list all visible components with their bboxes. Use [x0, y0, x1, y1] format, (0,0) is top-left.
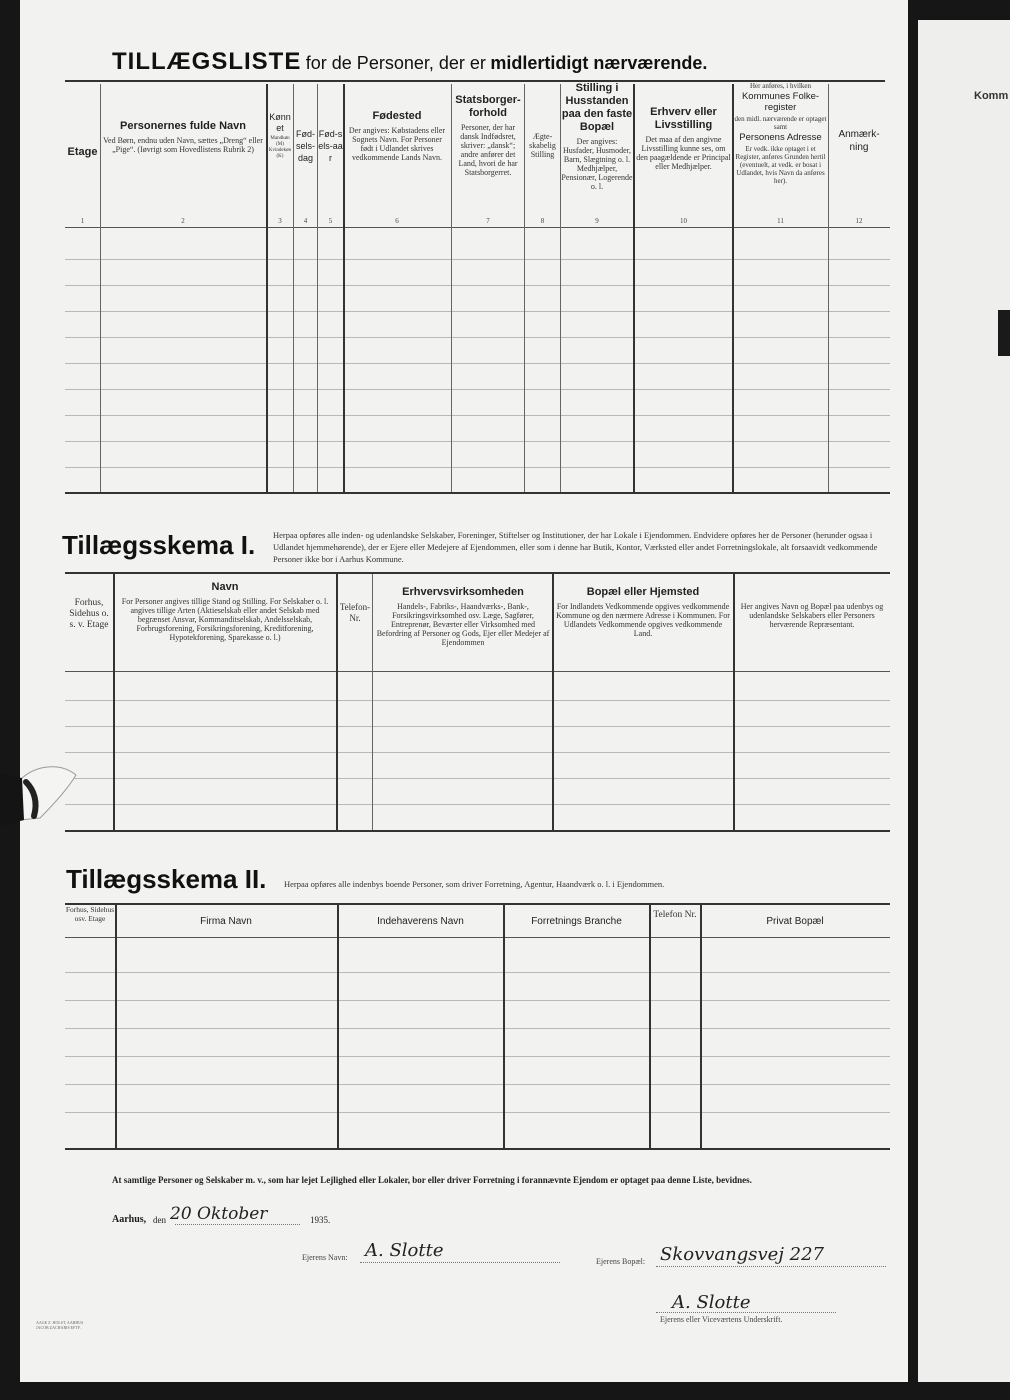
printer-imprint: AAGE Z. HOLST, AARHUS JACOB ZACHARIS EFTF. — [36, 1320, 84, 1330]
footer-statement: At samtlige Personer og Selskaber m. v., som har lejet Lejlighed eller Lokaler, bor eller driver Forretning i forannævnte Ejendom er optaget paa denne Liste, bevidnes. — [112, 1175, 752, 1185]
skema1-bottom-line — [65, 830, 890, 832]
skema1-col-business: Erhvervsvirksomheden Handels-, Fabriks-, Haandværks-, Bank-, Forsikringsvirksomhed osv. Læge, Sagfører, Entreprenør, Beværter eller Virksomhed med Befordring af Personer og Gods, Ejer eller Medejer af Ejendommen — [376, 586, 550, 647]
footer-city: Aarhus, — [112, 1214, 147, 1225]
owner-address-label: Ejerens Bopæl: — [596, 1257, 646, 1266]
date-handwritten: 20 Oktober — [170, 1204, 268, 1224]
table1-header-line — [65, 227, 890, 228]
skema1-col-phone: Telefon-Nr. — [339, 602, 371, 623]
skema2-col-branch: Forretnings Branche — [531, 916, 622, 927]
owner-address-handwritten: Skovvangsvej 227 — [660, 1244, 824, 1265]
main-title: TILLÆGSLISTE for de Personer, der er midlertidigt nærværende. — [112, 48, 708, 75]
col-header-citizenship: Statsborger-forhold Personer, der har dansk Indfødsret, skriver: „dansk“; andre anfører det Land, hvori de har Statsborgerret. — [455, 94, 521, 177]
skema2-col-phone: Telefon Nr. — [653, 910, 697, 920]
skema2-col-firm: Firma Navn — [200, 916, 252, 927]
skema2-intro: Herpaa opføres alle indenbys boende Personer, som driver Forretning, Agentur, Haandværk o. l. i Ejendommen. — [284, 879, 665, 889]
form-page: TILLÆGSLISTE for de Personer, der er midlertidigt nærværende. Etage Personernes fulde Navn Ved Børn, endnu uden Navn, sættes „Dreng“ eller „Pige“. (Iøvrigt som Hovedlistens Rubrik 2) Kønnet Mandkøn (M) Kvindekøn (K) Fød-sels-dag Fød-sels-aar Fødested Der angives: Købstadens eller Sognets Navn. For Personer født i Udlandet skrives vedkommende Lands Navn. Statsborger-forhold Personer, der har dansk Indfødsret, skriver: „dansk“; andre anfører det Land, hvori de har Statsborgerret. Ægte-skabelig Stilling Stilling i Husstanden paa den faste Bopæl Der angives: Husfader, Husmoder, Barn, Slægtning o. l. Medhjælper, Pensionær, Logerende o. l. Erhverv eller Livsstilling Det maa af den angivne Livsstilling kunne ses, om den paagældende er Principal eller Medhjælper. Her anføres, i hvilken Kommunes Folke-register den midl. nærværende er optaget samt Personens Adresse Er vedk. ikke optaget i et Register, anføres Grunden hertil (eventuelt, at vedk. er bosat i Udlandet, hvis Navn da anføres her). Anmærk-ning 1 2 3 4 5 6 7 8 9 10 11 12 Tillægsskema I. Herpaa opføres alle inden- og udenlandske Selskaber, Foreninger, Stiftelser og Institutioner, der har Lokale i Ejendommen. Endvidere opføres her de Personer (herunder ogsaa i Udlandet hjemmehørende), der er Ejere eller Medejere af Ejendommen, eller som i denne har Butik, Kontor, Værksted eller andet Forretningslokale, alt forsaavidt vedkommende Personer ikke bor i Aarhus Kommune. Forhus, Sidehus o. s. v. Etage Navn For Personer angives tillige Stand og Stilling. For Selskaber o. l. angives tillige Arten (Aktieselskab eller andet Selskab med begrænset Ansvar, Kommanditselskab, Andelsselskab, Forbrugsforening, Forsikringsforening, Kreditforening, Hypotekforening, Sparekasse o. l.) Telefon-Nr. Erhvervsvirksomheden Handels-, Fabriks-, Haandværks-, Bank-, Forsikringsvirksomhed osv. Læge, Sagfører, Entreprenør, Beværter eller Virksomhed med Befordring af Personer og Gods, Ejer eller Medejer af Ejendommen Bopæl eller Hjemsted For Indlandets Vedkommende opgives vedkommende Kommune og den nærmere Adresse i Kommunen. For Udlandets Vedkommende opgives vedkommende Land. Her angives Navn og Bopæl paa udenbys og udenlandske Selskabers eller Personers herværende Repræsentant. Tillægsskema II. Herpaa opføres alle indenbys boende Personer, som driver Forretning, Agentur, Haandværk o. l. i Ejendommen. Forhus, Sidehus osv. Etage Firma Navn Indehaverens Navn Forretnings Branche Telefon Nr. Privat Bopæl At samtlige Personer og Selskaber m. v., som har lejet Lejlighed eller Lokaler, bor eller driver Forretning i forannævnte Ejendom er optaget paa denne Liste, bevidnes. Aarhus, den 20 Oktober 1935. Ejerens Navn: A. Slotte Ejerens Bopæl: Skovvangsvej 227 A. Slotte Ejerens eller Viceværtens Underskrift. AAGE Z. HOLST, AARHUS JACOB ZACHARIS EFTF. — [20, 0, 908, 1382]
signature: A. Slotte — [672, 1292, 751, 1313]
footer-year: 1935. — [310, 1215, 331, 1225]
col-header-remarks: Anmærk-ning — [838, 129, 880, 153]
skema1-top-line — [65, 572, 890, 574]
skema2-col-private: Privat Bopæl — [766, 916, 824, 927]
skema2-col-etage: Forhus, Sidehus osv. Etage — [65, 905, 115, 923]
skema1-col-representative: Her angives Navn og Bopæl paa udenbys og udenlandske Selskabers eller Personers herværende Repræsentant. — [740, 602, 884, 629]
col-header-birthyear: Fød-sels-aar — [318, 129, 343, 163]
facing-page — [918, 20, 1010, 1382]
col-header-marital: Ægte-skabelig Stilling — [529, 132, 556, 159]
col-header-etage: Etage — [67, 146, 98, 158]
signature-label: Ejerens eller Viceværtens Underskrift. — [660, 1315, 783, 1324]
col-header-birthplace: Fødested Der angives: Købstadens eller Sognets Navn. For Personer født i Udlandet skrives vedkommende Lands Navn. — [348, 110, 446, 162]
col-header-occupation: Erhverv eller Livsstilling Det maa af den angivne Livsstilling kunne ses, om den paagældende er Principal eller Medhjælper. — [636, 106, 731, 171]
col-header-name: Personernes fulde Navn Ved Børn, endnu uden Navn, sættes „Dreng“ eller „Pige“. (Iøvrigt som Hovedlistens Rubrik 2) — [103, 120, 263, 154]
skema2-bottom-line — [65, 1148, 890, 1150]
col-header-gender: Kønnet Mandkøn (M) Kvindekøn (K) — [268, 112, 292, 159]
skema1-intro: Herpaa opføres alle inden- og udenlandske Selskaber, Foreninger, Stiftelser og Institutioner, der har Lokale i Ejendommen. Endvidere opføres her de Personer (herunder ogsaa i Udlandet hjemmehørende), der er Ejere eller Medejere af Ejendommen, eller som i denne har Butik, Kontor, Værksted eller andet Forretningslokale, alt forsaavidt vedkommende Personer ikke bor i Aarhus Kommune. — [273, 530, 878, 564]
skema2-top-line — [65, 903, 890, 905]
binder-clip — [0, 760, 80, 830]
col-header-household: Stilling i Husstanden paa den faste Bopæl Der angives: Husfader, Husmoder, Barn, Slægtning o. l. Medhjælper, Pensionær, Logerende o. l. — [561, 82, 633, 191]
owner-name-handwritten: A. Slotte — [365, 1240, 444, 1261]
table1-bottom-line — [65, 492, 890, 494]
skema1-header-line — [65, 671, 890, 672]
skema2-title: Tillægsskema II. — [66, 864, 267, 894]
footer-den-label: den — [153, 1215, 166, 1225]
col-header-register: Her anføres, i hvilken Kommunes Folke-register den midl. nærværende er optaget samt Personens Adresse Er vedk. ikke optaget i et Register, anføres Grunden hertil (eventuelt, at vedk. er bosat i Udlandet, hvis Navn da anføres her). — [734, 82, 827, 185]
owner-name-label: Ejerens Navn: — [302, 1253, 348, 1262]
skema1-col-etage: Forhus, Sidehus o. s. v. Etage — [69, 598, 109, 630]
skema1-col-residence: Bopæl eller Hjemsted For Indlandets Vedkommende opgives vedkommende Kommune og den nærmere Adresse i Kommunen. For Udlandets Vedkommende opgives vedkommende Land. — [556, 586, 730, 638]
skema2-col-owner: Indehaverens Navn — [377, 916, 464, 927]
skema1-title: Tillægsskema I. — [62, 530, 256, 560]
facing-page-fragment: Komm — [974, 90, 1009, 102]
skema2-header-line — [65, 937, 890, 938]
skema1-col-name: Navn For Personer angives tillige Stand og Stilling. For Selskaber o. l. angives tillige Arten (Aktieselskab eller andet Selskab med begrænset Ansvar, Kommanditselskab, Andelsselskab, Forbrugsforening, Forsikringsforening, Kreditforening, Hypotekforening, Sparekasse o. l.) — [121, 581, 329, 642]
col-header-birthday: Fød-sels-dag — [295, 129, 315, 163]
facing-page-mark — [998, 310, 1010, 356]
